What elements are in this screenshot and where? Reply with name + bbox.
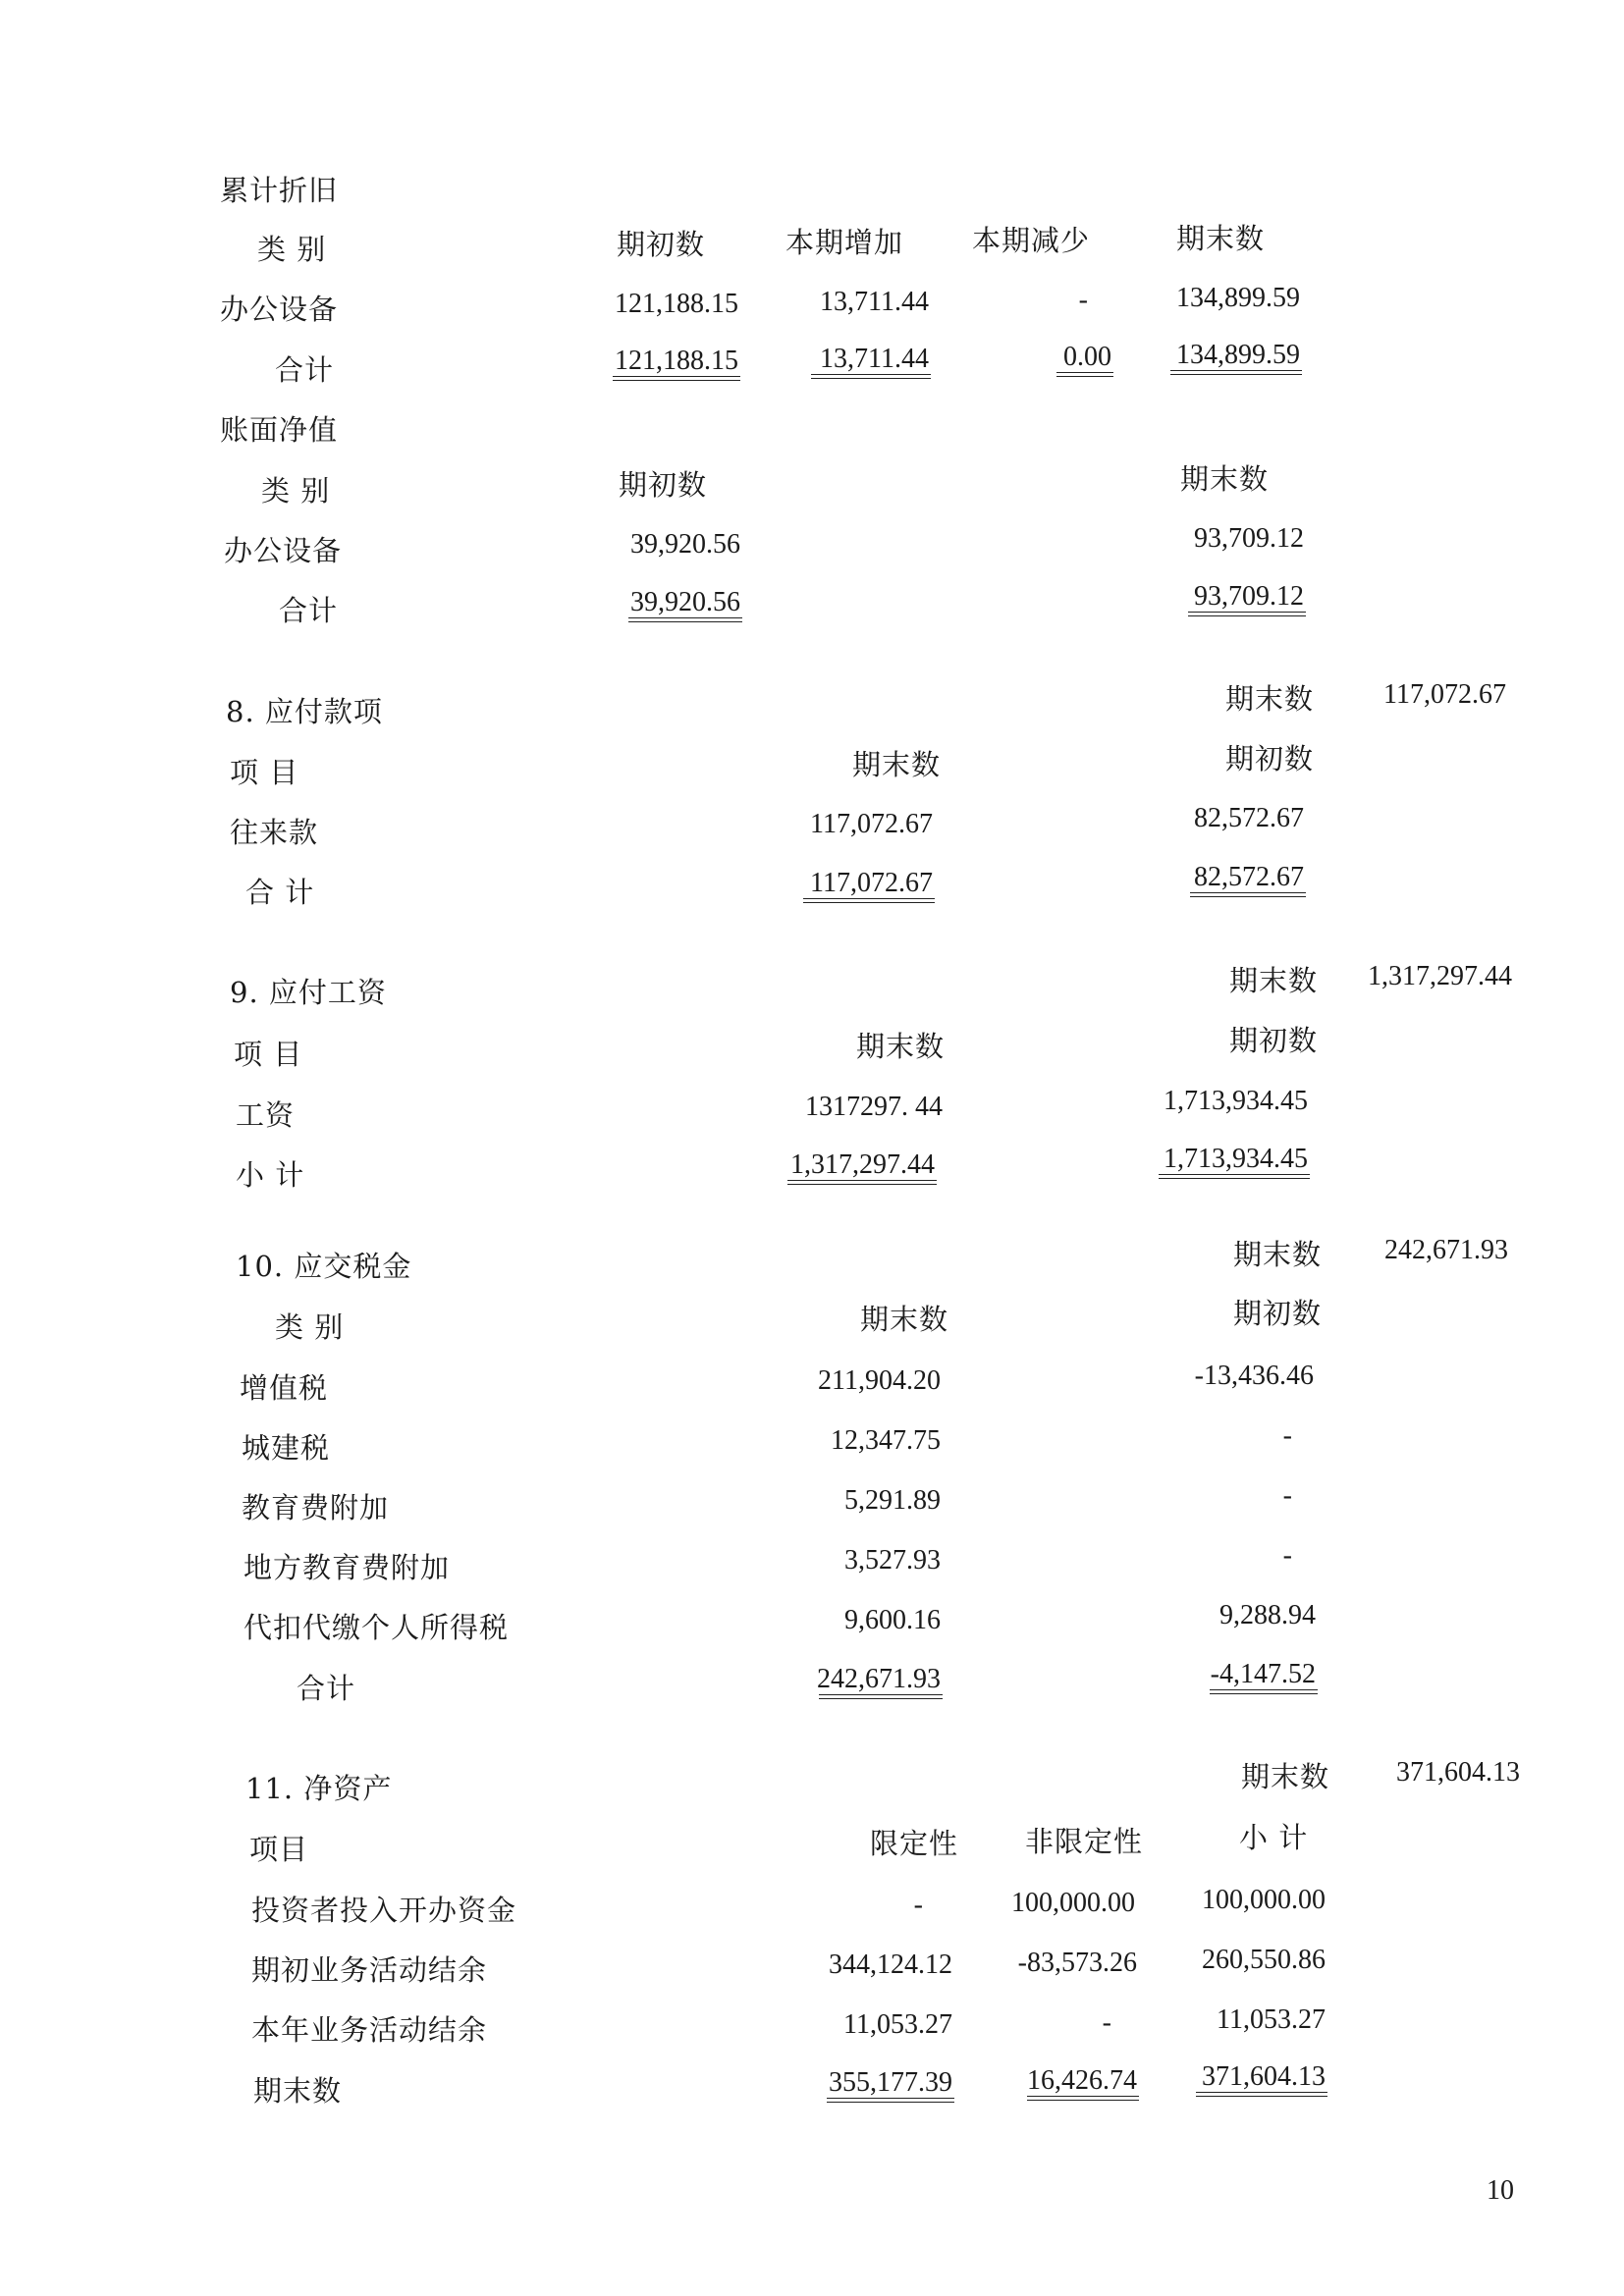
wages-header-item: 项 目 [234,1038,303,1071]
payables-row-opening: 82,572.67 [1194,803,1304,833]
wages-closing-value: 1,317,297.44 [1368,961,1512,991]
double-underline [787,1180,937,1185]
taxes-row-label: 地方教育费附加 [244,1551,451,1584]
taxes-row-label: 代扣代缴个人所得税 [244,1611,510,1644]
net-assets-total-label: 期末数 [253,2074,343,2108]
net-assets-row-restricted: 344,124.12 [829,1949,952,1980]
depreciation-title: 累计折旧 [220,174,339,207]
taxes-row-closing: 211,904.20 [818,1365,941,1396]
net-assets-row-label: 本年业务活动结余 [251,2013,488,2047]
payables-title: 8. 应付款项 [226,695,383,728]
net-assets-row-unrestricted: 100,000.00 [1011,1888,1135,1918]
depreciation-row-closing: 134,899.59 [1176,283,1300,313]
page-number: 10 [1487,2175,1514,2206]
wages-total-closing: 1,317,297.44 [790,1149,935,1180]
net-book-value-row-opening: 39,920.56 [630,529,740,560]
depreciation-total-increase: 13,711.44 [820,344,929,374]
taxes-header-category: 类 别 [275,1310,345,1344]
taxes-row-opening: - [1282,1540,1292,1571]
taxes-closing-label: 期末数 [1233,1238,1323,1271]
taxes-total-closing: 242,671.93 [817,1664,941,1694]
net-assets-row-subtotal: 100,000.00 [1202,1885,1326,1915]
wages-total-opening: 1,713,934.45 [1164,1144,1308,1174]
depreciation-header-increase: 本期增加 [785,226,904,259]
payables-header-item: 项 目 [230,756,299,789]
payables-closing-label: 期末数 [1225,682,1315,716]
taxes-header-closing: 期末数 [860,1303,949,1336]
payables-total-label: 合 计 [245,876,315,909]
taxes-row-label: 增值税 [240,1371,329,1405]
depreciation-total-decrease: 0.00 [1063,342,1111,372]
payables-row-closing: 117,072.67 [810,809,933,839]
double-underline [803,898,935,903]
double-underline [1188,612,1306,616]
taxes-total-opening: -4,147.52 [1210,1659,1316,1689]
net-assets-header-restricted: 限定性 [870,1827,959,1860]
depreciation-total-opening: 121,188.15 [615,346,738,376]
payables-row-label: 往来款 [230,816,319,849]
taxes-row-opening: 9,288.94 [1219,1600,1316,1630]
net-book-value-title: 账面净值 [220,413,339,447]
wages-title: 9. 应付工资 [230,976,387,1009]
net-assets-title: 11. 净资产 [245,1772,393,1805]
net-assets-row-unrestricted: - [1102,2007,1111,2038]
net-assets-row-label: 期初业务活动结余 [251,1953,488,1987]
payables-total-opening: 82,572.67 [1194,862,1304,892]
net-book-value-row-label: 办公设备 [224,534,343,567]
net-assets-row-restricted: 11,053.27 [843,2009,952,2040]
wages-row-closing: 1317297. 44 [805,1092,943,1122]
net-book-value-row-closing: 93,709.12 [1194,523,1304,554]
net-assets-total-restricted: 355,177.39 [829,2067,952,2098]
payables-header-closing: 期末数 [852,748,942,781]
double-underline [1170,370,1302,375]
wages-row-label: 工资 [236,1098,296,1132]
depreciation-header-closing: 期末数 [1176,222,1266,255]
depreciation-header-opening: 期初数 [617,228,706,261]
taxes-row-closing: 12,347.75 [831,1425,941,1456]
net-assets-closing-label: 期末数 [1241,1760,1330,1793]
depreciation-row-label: 办公设备 [220,293,339,326]
net-book-value-header-opening: 期初数 [619,468,708,502]
taxes-row-opening: - [1282,1480,1292,1511]
net-assets-header-item: 项目 [249,1833,309,1866]
payables-closing-value: 117,072.67 [1383,679,1506,710]
net-assets-total-unrestricted: 16,426.74 [1027,2065,1137,2096]
depreciation-total-label: 合计 [275,353,335,387]
net-assets-total-subtotal: 371,604.13 [1202,2061,1326,2092]
depreciation-row-decrease: - [1078,285,1088,315]
taxes-row-label: 教育费附加 [242,1491,390,1524]
depreciation-header-decrease: 本期减少 [972,224,1091,257]
taxes-row-closing: 5,291.89 [844,1485,941,1516]
net-book-value-total-opening: 39,920.56 [630,587,740,617]
net-book-value-header-closing: 期末数 [1180,462,1270,496]
net-assets-header-subtotal: 小 计 [1239,1821,1309,1854]
taxes-row-closing: 9,600.16 [844,1605,941,1635]
double-underline [819,1694,943,1699]
net-assets-closing-value: 371,604.13 [1396,1757,1520,1788]
taxes-header-opening: 期初数 [1233,1297,1323,1330]
taxes-title: 10. 应交税金 [236,1250,412,1283]
double-underline [827,2098,954,2103]
double-underline [613,376,740,381]
net-book-value-total-closing: 93,709.12 [1194,581,1304,612]
net-assets-row-subtotal: 260,550.86 [1202,1945,1326,1975]
wages-row-opening: 1,713,934.45 [1164,1086,1308,1116]
net-assets-header-unrestricted: 非限定性 [1025,1825,1144,1858]
depreciation-row-opening: 121,188.15 [615,289,738,319]
double-underline [1190,892,1306,897]
double-underline [1056,372,1113,377]
net-assets-row-unrestricted: -83,573.26 [1017,1948,1137,1978]
depreciation-row-increase: 13,711.44 [820,287,929,317]
net-assets-row-label: 投资者投入开办资金 [251,1894,517,1927]
net-book-value-header-category: 类 别 [261,474,331,507]
net-book-value-total-label: 合计 [279,594,339,627]
depreciation-header-category: 类 别 [257,233,327,266]
taxes-closing-value: 242,671.93 [1384,1235,1508,1265]
payables-header-opening: 期初数 [1225,742,1315,775]
double-underline [1196,2092,1327,2097]
double-underline [628,617,742,622]
wages-total-label: 小 计 [236,1158,305,1192]
taxes-row-closing: 3,527.93 [844,1545,941,1575]
wages-closing-label: 期末数 [1229,964,1319,997]
net-assets-row-restricted: - [913,1890,923,1920]
double-underline [1159,1174,1310,1179]
depreciation-total-closing: 134,899.59 [1176,340,1300,370]
taxes-row-opening: - [1282,1420,1292,1451]
payables-total-closing: 117,072.67 [810,868,933,898]
wages-header-opening: 期初数 [1229,1024,1319,1057]
taxes-total-label: 合计 [297,1672,356,1705]
taxes-row-opening: -13,436.46 [1194,1361,1314,1391]
taxes-row-label: 城建税 [242,1431,331,1465]
double-underline [1027,2096,1139,2101]
wages-header-closing: 期末数 [856,1030,946,1063]
double-underline [1210,1689,1318,1694]
double-underline [811,374,931,379]
net-assets-row-subtotal: 11,053.27 [1217,2004,1326,2035]
